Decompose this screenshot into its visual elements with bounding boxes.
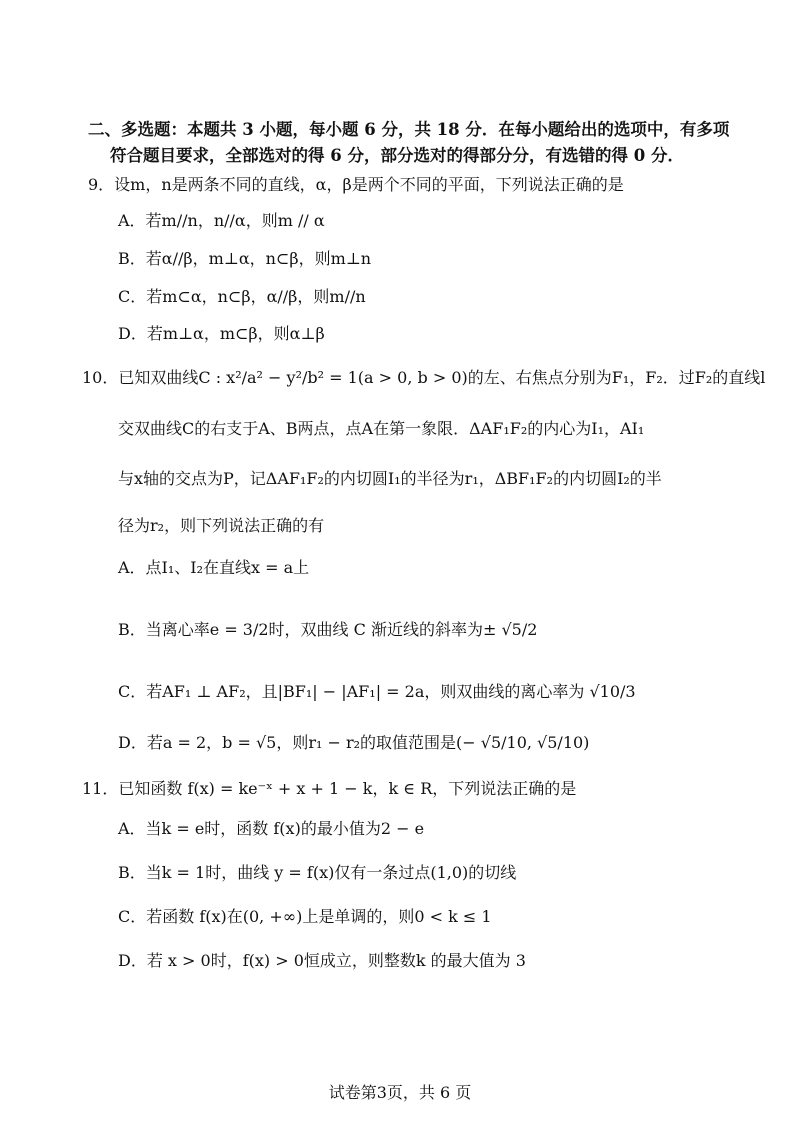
question-11-option-c: C．若函数 f(x)在(0, +∞)上是单调的，则0 < k ≤ 1 bbox=[118, 907, 492, 926]
question-11-stem: 11．已知函数 f(x) = ke⁻ˣ + x + 1 − k，k ∈ R，下列说法正确的是 bbox=[82, 779, 577, 798]
section-heading-line-1: 二、多选题：本题共 3 小题，每小题 6 分，共 18 分．在每小题给出的选项中，有多项 bbox=[88, 120, 730, 139]
question-10-option-d: D．若a = 2，b = √5，则r₁ − r₂的取值范围是(− √5/10, √5/10) bbox=[118, 733, 590, 752]
section-heading-line-2: 符合题目要求，全部选对的得 6 分，部分选对的得部分分，有选错的得 0 分． bbox=[110, 146, 684, 165]
question-9-option-b: B．若α//β，m⊥α，n⊂β，则m⊥n bbox=[118, 249, 372, 268]
question-10-stem-line-2: 交双曲线C的右支于A、B两点，点A在第一象限．ΔAF₁F₂的内心为I₁，AI₁ bbox=[118, 419, 645, 438]
question-10-stem-line-1: 10．已知双曲线C : x²/a² − y²/b² = 1(a > 0, b > 0)的左、右焦点分别为F₁，F₂．过F₂的直线l bbox=[82, 368, 766, 387]
question-9-option-c: C．若m⊂α，n⊂β，α//β，则m//n bbox=[118, 287, 366, 306]
question-9-option-a: A．若m//n，n//α，则m // α bbox=[118, 211, 325, 230]
question-11-option-a: A．当k = e时，函数 f(x)的最小值为2 − e bbox=[118, 819, 425, 838]
question-10-option-b: B．当离心率e = 3/2时，双曲线 C 渐近线的斜率为± √5/2 bbox=[118, 620, 538, 639]
question-11-option-d: D．若 x > 0时，f(x) > 0恒成立，则整数k 的最大值为 3 bbox=[118, 951, 526, 970]
question-11-option-b: B．当k = 1时，曲线 y = f(x)仅有一条过点(1,0)的切线 bbox=[118, 863, 517, 882]
question-10-stem-line-3: 与x轴的交点为P，记ΔAF₁F₂的内切圆I₁的半径为r₁，ΔBF₁F₂的内切圆I₂的半 bbox=[118, 469, 662, 488]
question-10-stem-line-4: 径为r₂，则下列说法正确的有 bbox=[118, 516, 325, 535]
page-footer: 试卷第3页，共 6 页 bbox=[328, 1083, 472, 1102]
question-10-option-c: C．若AF₁ ⊥ AF₂，且|BF₁| − |AF₁| = 2a，则双曲线的离心率为 √10/3 bbox=[118, 682, 636, 701]
question-9-option-d: D．若m⊥α，m⊂β，则α⊥β bbox=[118, 324, 325, 343]
question-9-stem: 9．设m，n是两条不同的直线，α，β是两个不同的平面，下列说法正确的是 bbox=[88, 175, 624, 194]
question-10-option-a: A．点I₁、I₂在直线x = a上 bbox=[118, 558, 310, 577]
